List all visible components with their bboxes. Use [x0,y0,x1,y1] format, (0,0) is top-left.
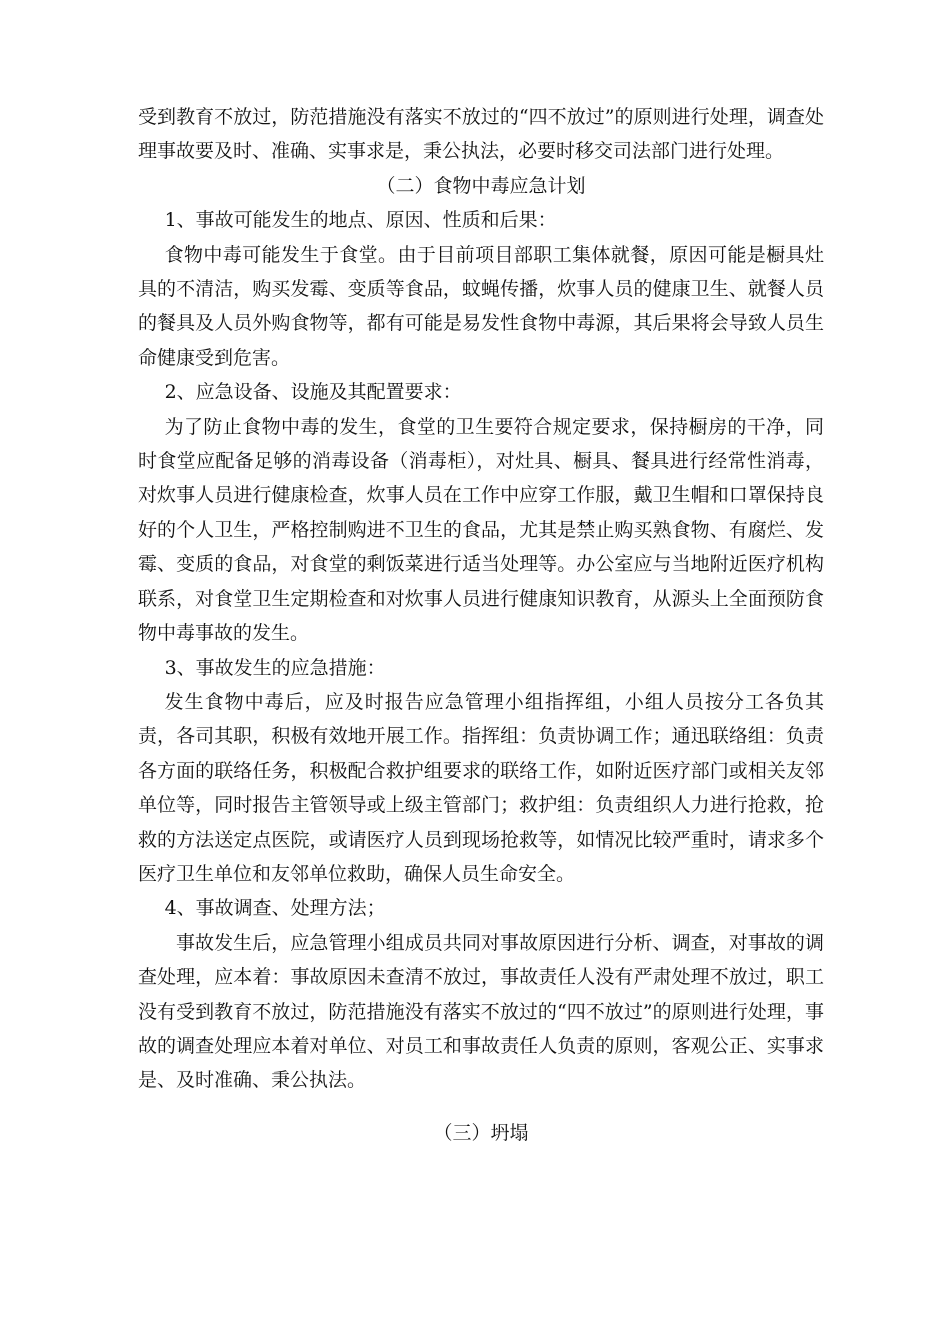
section-heading-food-poisoning: （二）食物中毒应急计划 [376,174,586,197]
paragraph-investigation: 事故发生后，应急管理小组成员共同对事故原因进行分析、调查，对事故的调查处理，应本着：事故原因未查清不放过，事故责任人没有严肃处理不放过，职工没有受到教育不放过，防范措施没有落实不放过的“四不放过”的原则进行处理，事故的调查处理应本着对单位、对员工和事故责任人负责的原则，客观公正、实事求是、及时准确、秉公执法。 [138,931,824,1092]
paragraph-emergency-measures: 发生食物中毒后，应及时报告应急管理小组指挥组，小组人员按分工各负其责，各司其职，积极有效地开展工作。指挥组：负责协调工作；通迅联络组：负责各方面的联络任务，积极配合救护组要求的联络工作，如附近医疗部门或相关友邻单位等，同时报告主管领导或上级主管部门；救护组：负责组织人力进行抢救，抢救的方法送定点医院，或请医疗人员到现场抢救等，如情况比较严重时，请求多个医疗卫生单位和友邻单位救助，确保人员生命安全。 [138,690,824,885]
document-page [138,100,824,1150]
paragraph-equipment: 为了防止食物中毒的发生，食堂的卫生要符合规定要求，保持橱房的干净，同时食堂应配备足够的消毒设备（消毒柜），对灶具、橱具、餐具进行经常性消毒，对炊事人员进行健康检查，炊事人员在工作中应穿工作服，戴卫生帽和口罩保持良好的个人卫生，严格控制购进不卫生的食品，尤其是禁止购买熟食物、有腐烂、发霉、变质的食品，对食堂的剩饭菜进行适当处理等。办公室应与当地附近医疗机构联系，对食堂卫生定期检查和对炊事人员进行健康知识教育，从源头上全面预防食物中毒事故的发生。 [138,415,824,645]
subheading-location-cause: 1、事故可能发生的地点、原因、性质和后果： [164,209,557,232]
subheading-investigation: 4、事故调查、处理方法； [164,897,386,920]
paragraph-continuation: 受到教育不放过，防范措施没有落实不放过的“四不放过”的原则进行处理，调查处理事故要及时、准确、实事求是，秉公执法，必要时移交司法部门进行处理。 [138,106,824,163]
section-heading-collapse: （三）坍塌 [433,1121,529,1144]
subheading-equipment: 2、应急设备、设施及其配置要求： [164,381,462,404]
paragraph-location-cause: 食物中毒可能发生于食堂。由于目前项目部职工集体就餐，原因可能是橱具灶具的不清洁，购买发霉、变质等食品，蚊蝇传播，炊事人员的健康卫生、就餐人员的餐具及人员外购食物等，都有可能是易发性食物中毒源，其后果将会导致人员生命健康受到危害。 [138,243,824,369]
subheading-emergency-measures: 3、事故发生的应急措施： [164,656,386,679]
